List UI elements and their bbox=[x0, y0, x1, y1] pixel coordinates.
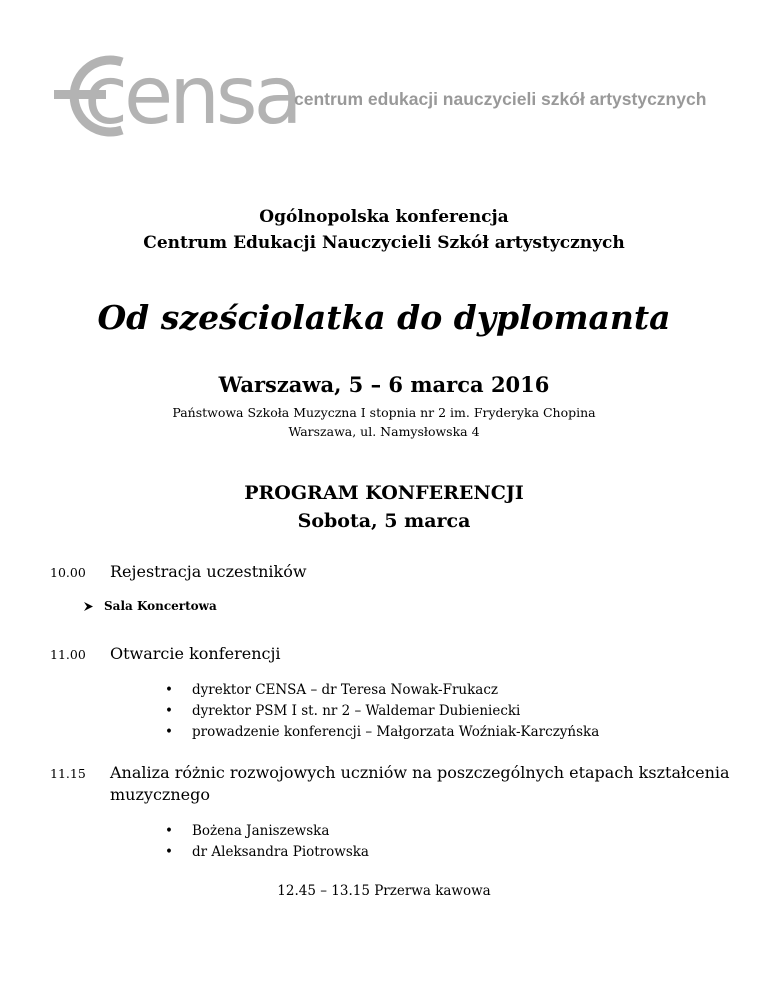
conference-header bbox=[0, 204, 768, 256]
venue-info bbox=[0, 403, 768, 441]
program-day: Sobota, 5 marca bbox=[297, 510, 471, 532]
list-item: • prowadzenie konferencji – Małgorzata Woźniak-Karczyńska bbox=[165, 722, 599, 743]
program-title: PROGRAM KONFERENCJI bbox=[244, 482, 524, 504]
analysis-title-line-1: Analiza różnic rozwojowych uczniów na poszczególnych etapach kształcenia bbox=[110, 763, 730, 782]
censa-logo-graphic bbox=[52, 50, 732, 140]
analysis-people-list bbox=[165, 821, 369, 863]
logo-tagline-text: centrum edukacji nauczycieli szkół artystycznych bbox=[294, 89, 707, 109]
list-item: • dyrektor PSM I st. nr 2 – Waldemar Dubieniecki bbox=[165, 701, 599, 722]
hall-label bbox=[83, 599, 217, 613]
venue-address: Warszawa, ul. Namysłowska 4 bbox=[288, 424, 480, 439]
conference-dates: Warszawa, 5 – 6 marca 2016 bbox=[218, 372, 550, 397]
analysis-title-line-2: muzycznego bbox=[110, 785, 210, 804]
list-item: • dr Aleksandra Piotrowska bbox=[165, 842, 369, 863]
coffee-break: 12.45 – 13.15 Przerwa kawowa bbox=[277, 883, 491, 899]
arrow-bullet-icon bbox=[83, 601, 94, 612]
item-analysis bbox=[110, 762, 730, 806]
time-registration: 10.00 bbox=[50, 565, 86, 580]
venue-name: Państwowa Szkoła Muzyczna I stopnia nr 2 im. Fryderyka Chopina bbox=[172, 405, 596, 420]
hall-name: Sala Koncertowa bbox=[104, 599, 217, 613]
header-line-1: Ogólnopolska konferencja bbox=[259, 207, 509, 227]
list-item: • dyrektor CENSA – dr Teresa Nowak-Frukacz bbox=[165, 680, 599, 701]
conference-title: Od sześciolatka do dyplomanta bbox=[97, 298, 671, 337]
time-opening: 11.00 bbox=[50, 647, 86, 662]
item-registration: Rejestracja uczestników bbox=[110, 562, 307, 581]
program-heading bbox=[0, 479, 768, 535]
time-analysis: 11.15 bbox=[50, 766, 86, 781]
item-opening: Otwarcie konferencji bbox=[110, 644, 281, 663]
censa-logo bbox=[52, 50, 732, 140]
header-line-2: Centrum Edukacji Nauczycieli Szkół artystycznych bbox=[143, 233, 625, 253]
list-item: • Bożena Janiszewska bbox=[165, 821, 369, 842]
opening-people-list bbox=[165, 680, 599, 743]
logo-brand-text: censa bbox=[84, 50, 299, 140]
